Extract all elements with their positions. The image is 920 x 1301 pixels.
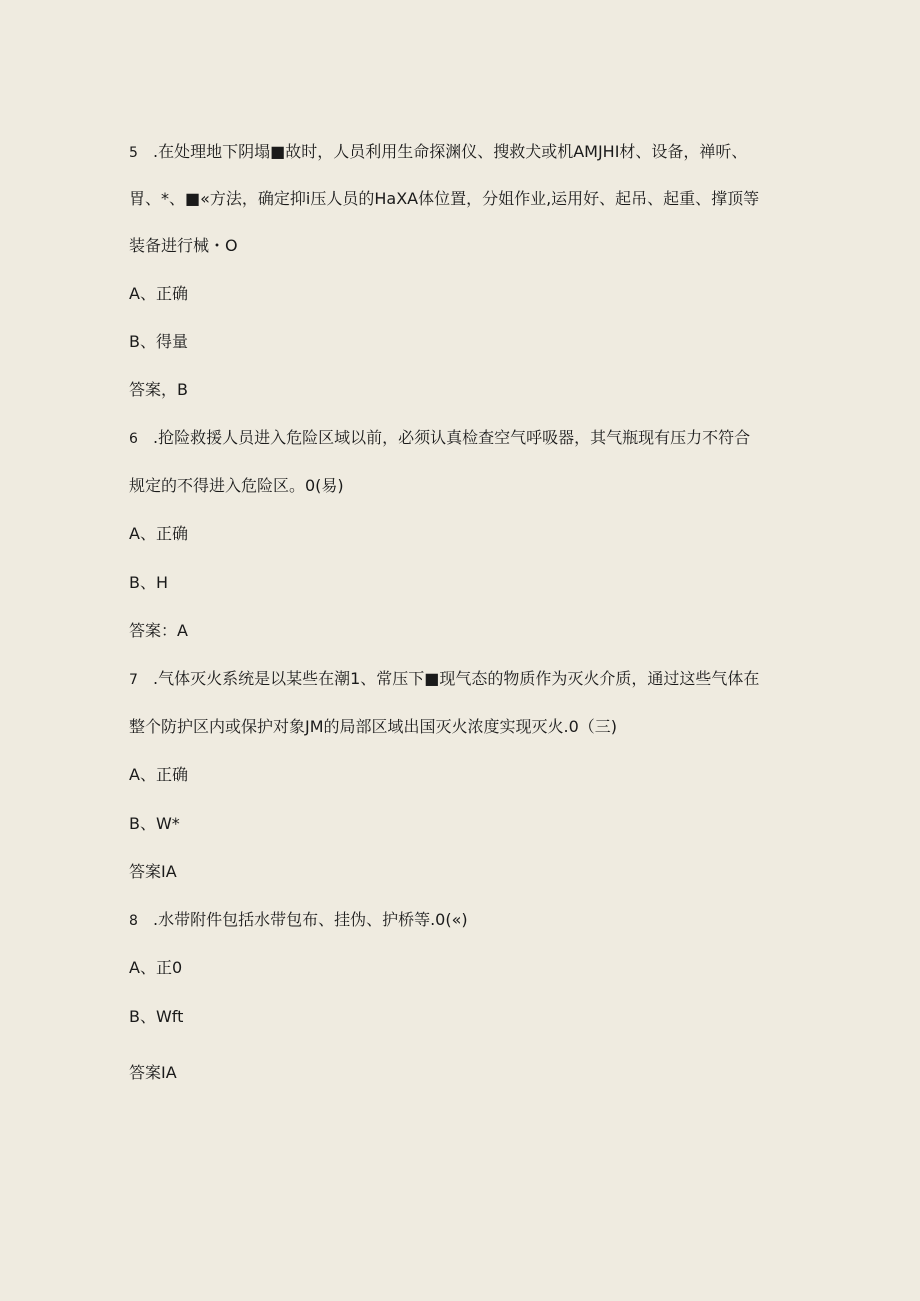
question-5-line-1: [129, 141, 799, 164]
question-5-option-a: A、正确: [129, 284, 188, 303]
question-5-line-2: 胃、*、■«方法，确定抑i压人员的HaXA体位置，分姐作业,运用好、起吊、起重、撑顶等: [129, 189, 760, 208]
question-5-line-3: 装备进行械・O: [129, 236, 238, 255]
question-6-line-2: 规定的不得进入危险区。0(易): [129, 476, 344, 495]
question-8-line-1: [129, 909, 799, 932]
question-number: 6: [129, 431, 138, 447]
question-6-option-a: A、正确: [129, 524, 188, 543]
question-5-answer: 答案，B: [129, 380, 188, 399]
question-7-option-a: A、正确: [129, 765, 188, 784]
question-number: 7: [129, 672, 138, 688]
question-5-option-b: B、得量: [129, 332, 188, 351]
question-number: 8: [129, 913, 138, 929]
question-text: .气体灭火系统是以某些在潮1、常压下■现气态的物质作为灭火介质，通过这些气体在: [153, 669, 760, 688]
question-7-line-2: 整个防护区内或保护对象JM的局部区域出国灭火浓度实现灭火.0（三): [129, 717, 618, 736]
question-6-line-1: [129, 427, 799, 450]
question-text: .在处理地下阴塌■故时，人员利用生命探渊仪、搜救犬或机AMJHI材、设备，禅听、: [153, 142, 748, 161]
question-text: .水带附件包括水带包布、挂伪、护桥等.0(«): [153, 910, 468, 929]
question-8-option-a: A、正0: [129, 958, 183, 977]
question-6-answer: 答案：A: [129, 621, 188, 640]
question-text: .抢险救援人员进入危险区域以前，必须认真检查空气呼吸器，其气瓶现有压力不符合: [153, 428, 751, 447]
question-8-answer: 答案IA: [129, 1063, 177, 1082]
question-number: 5: [129, 145, 138, 161]
question-7-answer: 答案IA: [129, 862, 177, 881]
question-6-option-b: B、H: [129, 573, 169, 592]
question-7-option-b: B、W*: [129, 814, 180, 833]
question-8-option-b: B、Wft: [129, 1007, 184, 1026]
question-7-line-1: [129, 668, 799, 691]
